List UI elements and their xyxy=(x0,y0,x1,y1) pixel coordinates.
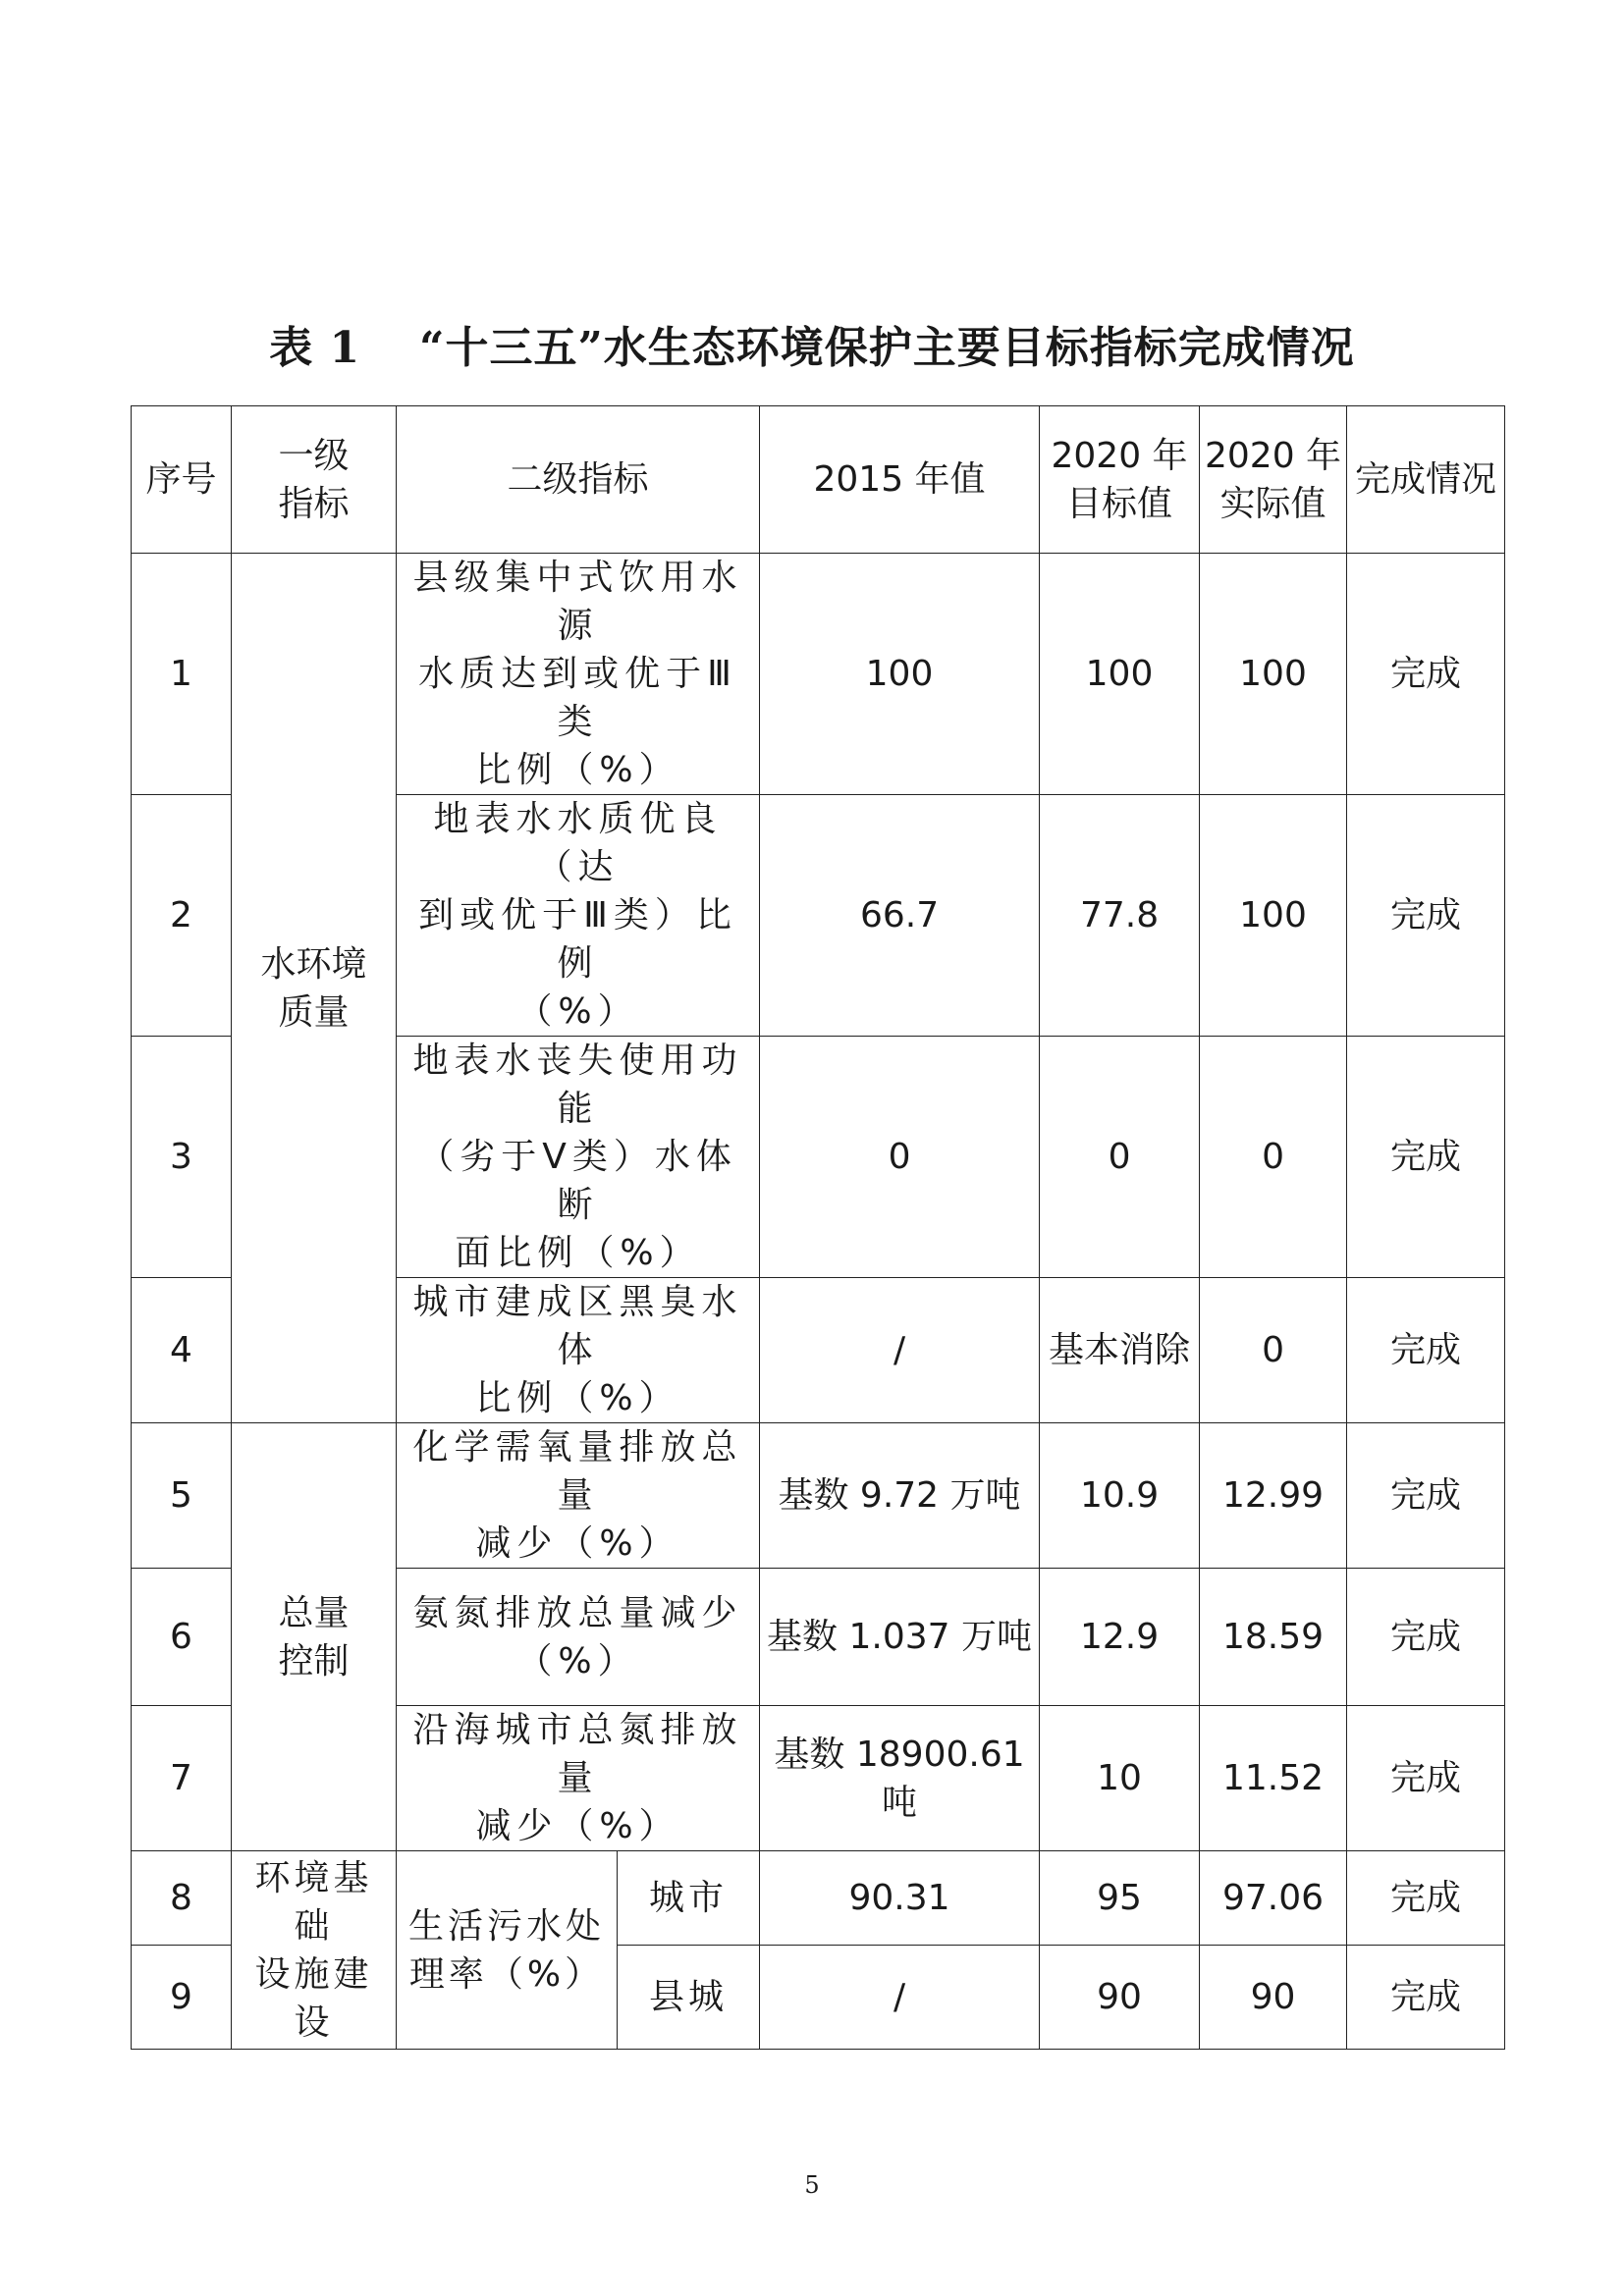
header-no: 序号 xyxy=(132,406,232,554)
value-actual: 18.59 xyxy=(1200,1569,1347,1706)
table-title-label: 表 1 xyxy=(269,323,361,373)
header-2020-actual: 2020 年 实际值 xyxy=(1200,406,1347,554)
value-status: 完成 xyxy=(1347,795,1505,1037)
sub-indicator-county: 县城 xyxy=(618,1946,760,2050)
indicator-label: 地表水水质优良（达 到或优于Ⅲ类）比例 （%） xyxy=(397,795,760,1037)
value-target: 77.8 xyxy=(1040,795,1200,1037)
value-status: 完成 xyxy=(1347,1851,1505,1946)
sub-indicator-city: 城市 xyxy=(618,1851,760,1946)
table-row xyxy=(132,1423,1505,1569)
header-level1: 一级 指标 xyxy=(232,406,397,554)
value-2015: / xyxy=(760,1946,1040,2050)
value-status: 完成 xyxy=(1347,1946,1505,2050)
targets-table xyxy=(131,405,1505,2050)
row-no: 5 xyxy=(132,1423,232,1569)
value-actual: 100 xyxy=(1200,795,1347,1037)
value-actual: 0 xyxy=(1200,1278,1347,1423)
row-no: 2 xyxy=(132,795,232,1037)
value-status: 完成 xyxy=(1347,1706,1505,1851)
value-2015: 100 xyxy=(760,554,1040,795)
value-2015: 90.31 xyxy=(760,1851,1040,1946)
table-title-text: “十三五”水生态环境保护主要目标指标完成情况 xyxy=(419,323,1355,373)
indicator-label: 县级集中式饮用水源 水质达到或优于Ⅲ类 比例（%） xyxy=(397,554,760,795)
group-total-control: 总量 控制 xyxy=(232,1423,397,1851)
header-level2: 二级指标 xyxy=(397,406,760,554)
value-2015: 66.7 xyxy=(760,795,1040,1037)
indicator-label: 沿海城市总氮排放量 减少（%） xyxy=(397,1706,760,1851)
value-actual: 90 xyxy=(1200,1946,1347,2050)
value-target: 100 xyxy=(1040,554,1200,795)
table-row xyxy=(132,1851,1505,1946)
value-actual: 12.99 xyxy=(1200,1423,1347,1569)
value-status: 完成 xyxy=(1347,554,1505,795)
row-no: 1 xyxy=(132,554,232,795)
row-no: 6 xyxy=(132,1569,232,1706)
value-actual: 97.06 xyxy=(1200,1851,1347,1946)
indicator-label: 氨氮排放总量减少 （%） xyxy=(397,1569,760,1706)
page-number: 5 xyxy=(804,2171,820,2199)
value-2015: / xyxy=(760,1278,1040,1423)
row-no: 7 xyxy=(132,1706,232,1851)
table-title xyxy=(0,312,1624,375)
value-2015: 0 xyxy=(760,1037,1040,1278)
value-actual: 0 xyxy=(1200,1037,1347,1278)
indicator-label: 化学需氧量排放总量 减少（%） xyxy=(397,1423,760,1569)
indicator-label: 城市建成区黑臭水体 比例（%） xyxy=(397,1278,760,1423)
value-status: 完成 xyxy=(1347,1569,1505,1706)
header-status: 完成情况 xyxy=(1347,406,1505,554)
value-status: 完成 xyxy=(1347,1423,1505,1569)
value-target: 95 xyxy=(1040,1851,1200,1946)
row-no: 9 xyxy=(132,1946,232,2050)
header-row xyxy=(132,406,1505,554)
header-2015-value: 2015 年值 xyxy=(760,406,1040,554)
value-2015: 基数 9.72 万吨 xyxy=(760,1423,1040,1569)
row-no: 8 xyxy=(132,1851,232,1946)
indicator-label: 地表水丧失使用功能 （劣于Ⅴ类）水体断 面比例（%） xyxy=(397,1037,760,1278)
value-target: 0 xyxy=(1040,1037,1200,1278)
value-target: 12.9 xyxy=(1040,1569,1200,1706)
table-row xyxy=(132,554,1505,795)
value-target: 10.9 xyxy=(1040,1423,1200,1569)
row-no: 3 xyxy=(132,1037,232,1278)
value-2015: 基数 1.037 万吨 xyxy=(760,1569,1040,1706)
value-target: 基本消除 xyxy=(1040,1278,1200,1423)
value-status: 完成 xyxy=(1347,1278,1505,1423)
value-target: 10 xyxy=(1040,1706,1200,1851)
header-2020-target: 2020 年 目标值 xyxy=(1040,406,1200,554)
value-actual: 100 xyxy=(1200,554,1347,795)
indicator-sewage-rate: 生活污水处 理率（%） xyxy=(397,1851,618,2050)
value-2015: 基数 18900.61 吨 xyxy=(760,1706,1040,1851)
value-status: 完成 xyxy=(1347,1037,1505,1278)
value-actual: 11.52 xyxy=(1200,1706,1347,1851)
row-no: 4 xyxy=(132,1278,232,1423)
group-water-quality: 水环境 质量 xyxy=(232,554,397,1423)
group-infrastructure: 环境基础 设施建设 xyxy=(232,1851,397,2050)
value-target: 90 xyxy=(1040,1946,1200,2050)
